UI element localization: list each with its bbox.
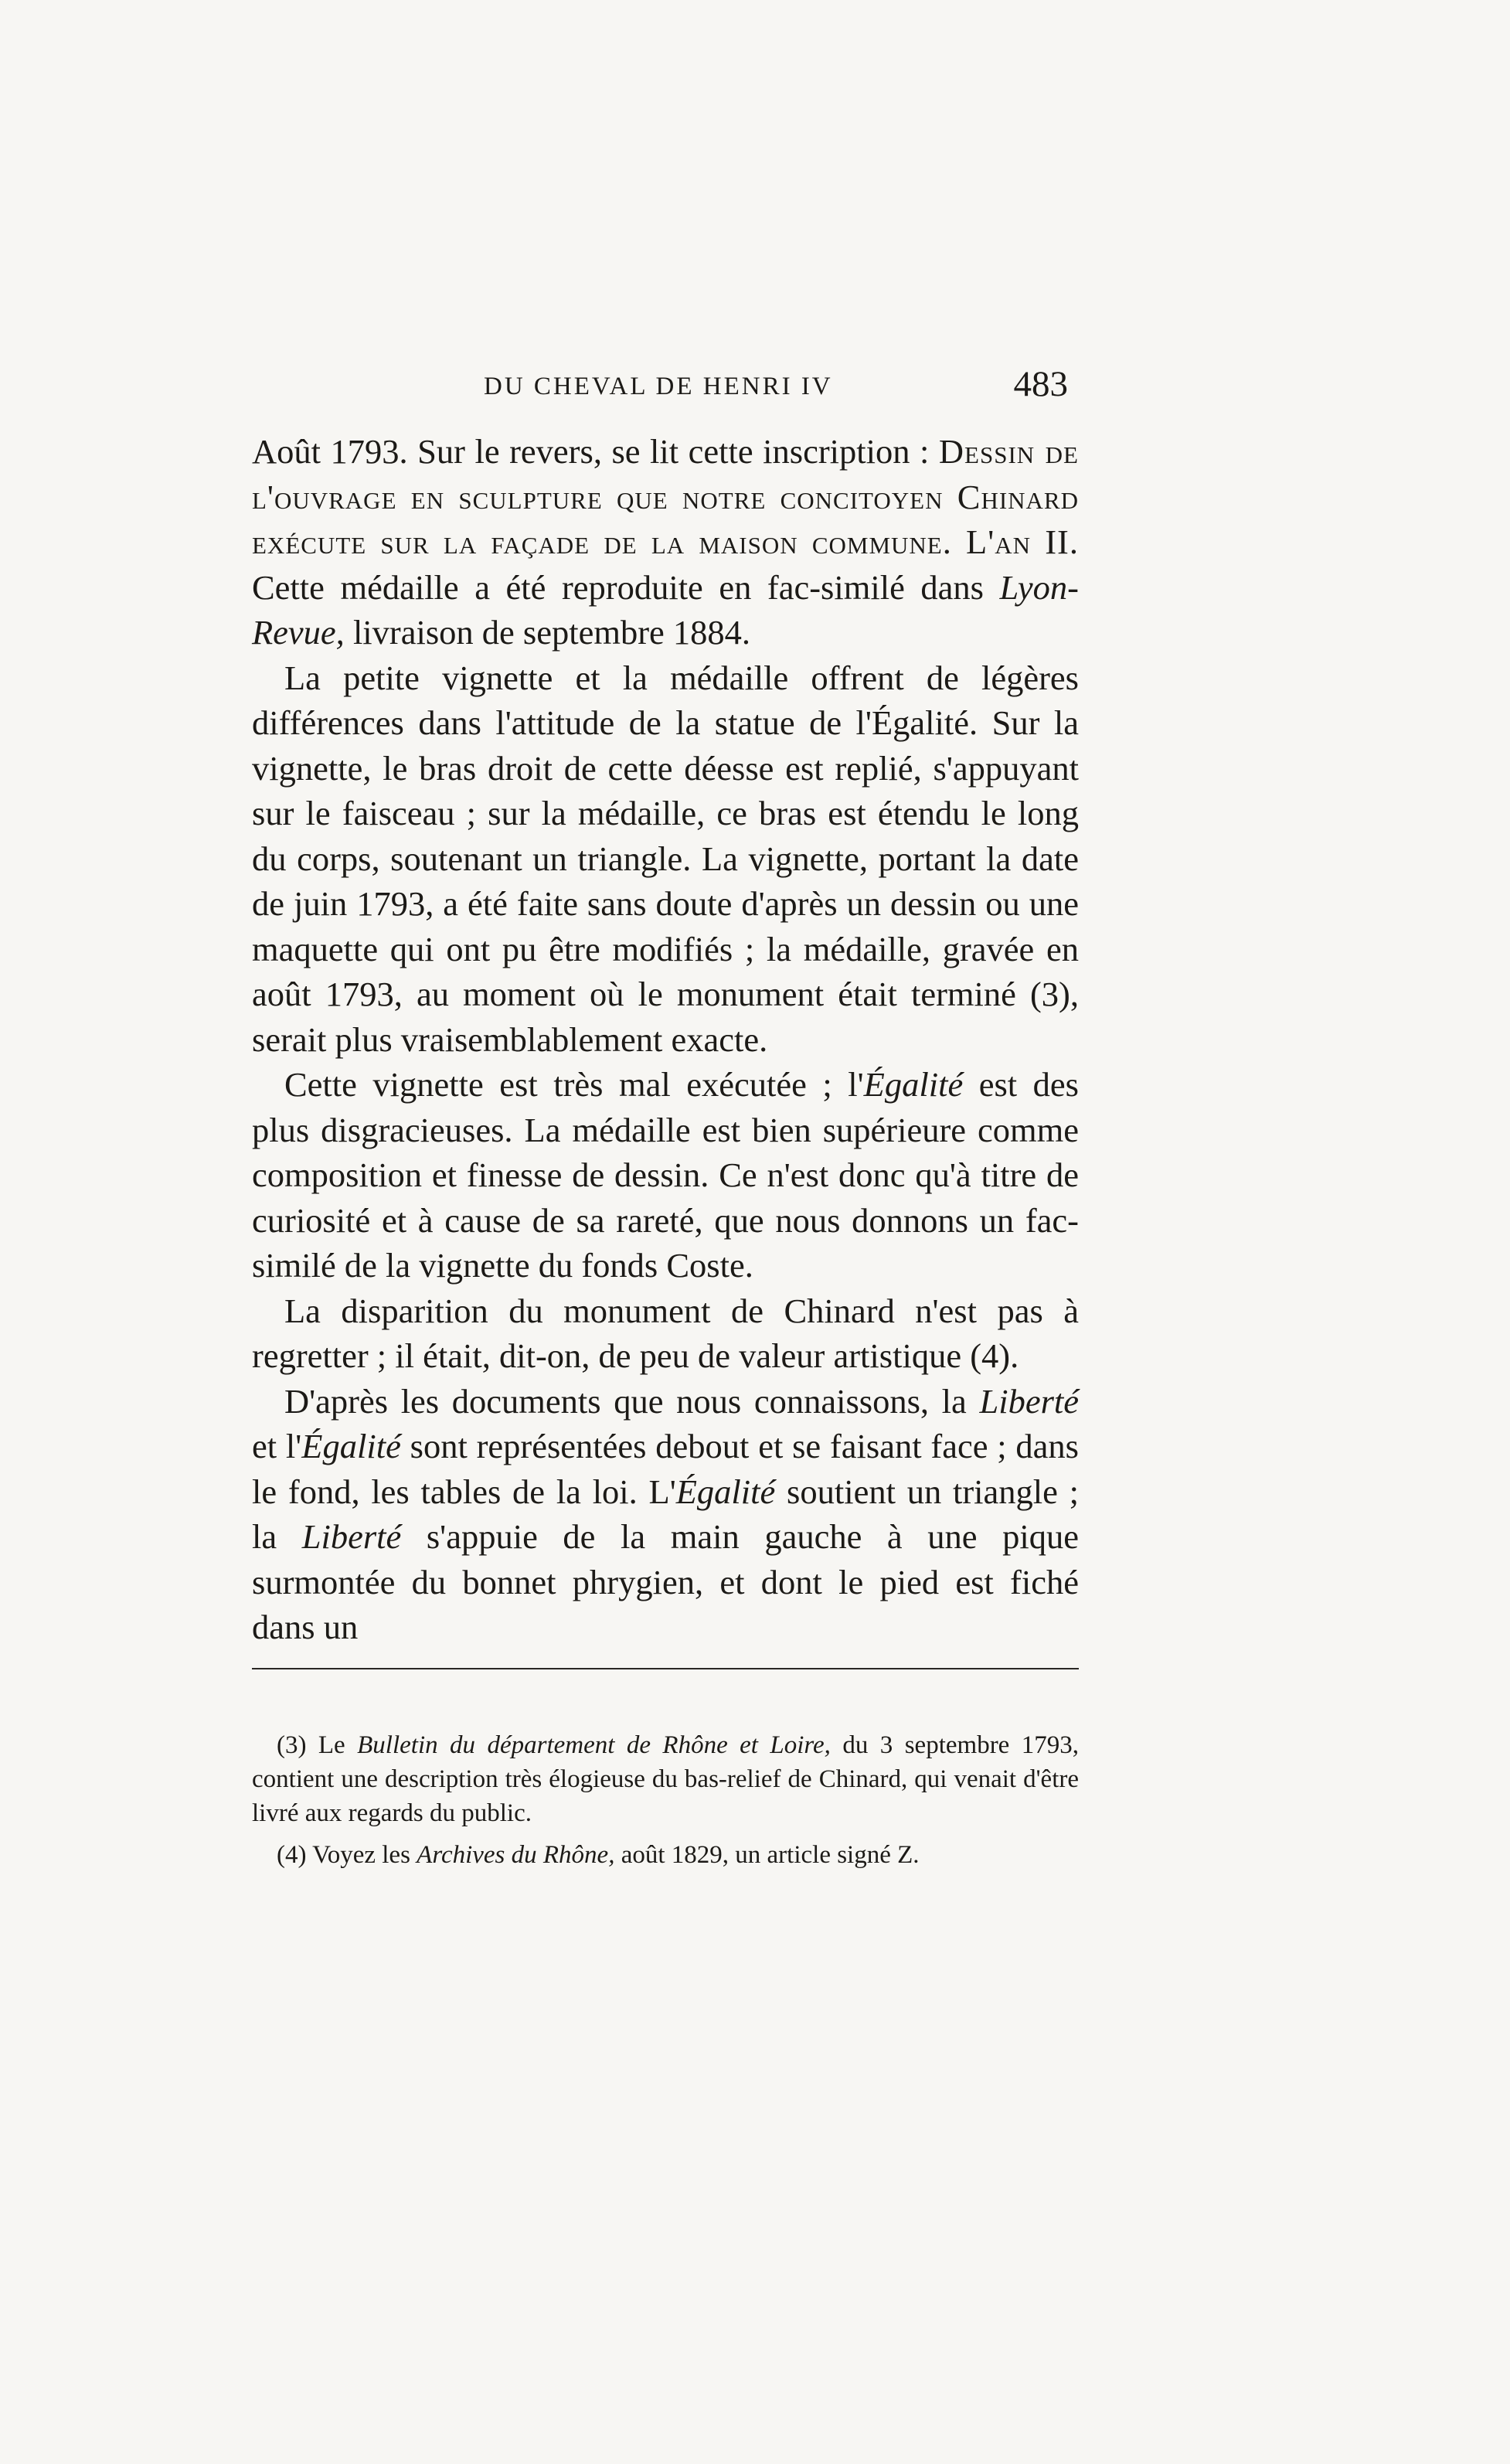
medal-inscription: Dessin de l'ouvrage en sculpture que notre concitoyen Chinard exécute sur la façade de la maison commune. L'an II. bbox=[252, 432, 1079, 561]
p1-text-a: Août 1793. Sur le revers, se lit cette inscription : bbox=[252, 432, 939, 471]
footnote-4-text-b: août 1829, un article signé Z. bbox=[614, 1841, 920, 1869]
footnote-3 bbox=[252, 1728, 1079, 1830]
p5-text-b: et l' bbox=[252, 1427, 302, 1465]
p5-text-c: sont représentées debout et se faisant face ; dans le fond, les tables de la loi. L' bbox=[252, 1427, 1079, 1511]
body-text bbox=[252, 429, 1079, 1650]
p1-text-c: livraison de septembre 1884. bbox=[344, 613, 751, 652]
p5-liberte-1: Liberté bbox=[979, 1381, 1079, 1421]
p5-egalite-2: Égalité bbox=[675, 1472, 776, 1511]
footnotes bbox=[252, 1728, 1079, 1880]
footnote-3-text-a: (3) Le bbox=[277, 1731, 358, 1759]
footnote-rule bbox=[252, 1668, 1079, 1669]
footnote-3-text-b: du 3 septembre 1793, contient une description très élogieuse du bas-relief de Chinard, qui venait d'être livré aux regards du public. bbox=[252, 1731, 1079, 1827]
p3-text-a: Cette vignette est très mal exécutée ; l' bbox=[284, 1065, 864, 1104]
footnote-4-title: Archives du Rhône, bbox=[417, 1841, 615, 1869]
paragraph-1 bbox=[252, 429, 1079, 655]
p3-text-b: est des plus disgracieuses. La médaille est bien supérieure comme composition et finesse de dessin. Ce n'est donc qu'à titre de curiosité et à cause de sa rareté, que nous donnons un fac-similé de la vignette du fonds Coste. bbox=[252, 1065, 1079, 1285]
paragraph-4: La disparition du monument de Chinard n'est pas à regretter ; il était, dit-on, de peu de valeur artistique (4). bbox=[252, 1291, 1079, 1375]
p1-text-b: Cette médaille a été reproduite en fac-similé dans bbox=[252, 567, 1000, 607]
footnote-3-title: Bulletin du département de Rhône et Loire, bbox=[357, 1731, 831, 1759]
p5-egalite-1: Égalité bbox=[301, 1427, 401, 1465]
p5-text-d: soutient un triangle ; la bbox=[252, 1472, 1079, 1556]
p5-text-e: s'appuie de la main gauche à une pique surmontée du bonnet phrygien, et dont le pied est fiché dans un bbox=[252, 1517, 1079, 1646]
footnote-4 bbox=[252, 1838, 1079, 1872]
page-number: 483 bbox=[1013, 364, 1068, 404]
paragraph-2: La petite vignette et la médaille offrent de légères différences dans l'attitude de la statue de l'Égalité. Sur la vignette, le bras droit de cette déesse est replié, s'appuyant sur le faisceau ; sur la médaille, ce bras est étendu le long du corps, soutenant un triangle. La vignette, portant la date de juin 1793, a été faite sans doute d'après un dessin ou une maquette qui ont pu être modifiés ; la médaille, gravée en août 1793, au moment où le monument était terminé (3), serait plus vraisemblablement exacte. bbox=[252, 658, 1079, 1059]
p5-text-a: D'après les documents que nous connaissons, la bbox=[284, 1381, 980, 1421]
journal-title-lyon-revue: Lyon-Revue, bbox=[252, 567, 1079, 652]
p5-liberte-2: Liberté bbox=[301, 1517, 402, 1556]
paragraph-5 bbox=[252, 1379, 1079, 1650]
footnote-4-text-a: (4) Voyez les bbox=[277, 1841, 417, 1869]
p3-egalite: Égalité bbox=[863, 1065, 964, 1104]
paragraph-3 bbox=[252, 1062, 1079, 1288]
running-title: DU CHEVAL DE HENRI IV bbox=[484, 373, 833, 400]
running-head bbox=[252, 363, 1079, 410]
